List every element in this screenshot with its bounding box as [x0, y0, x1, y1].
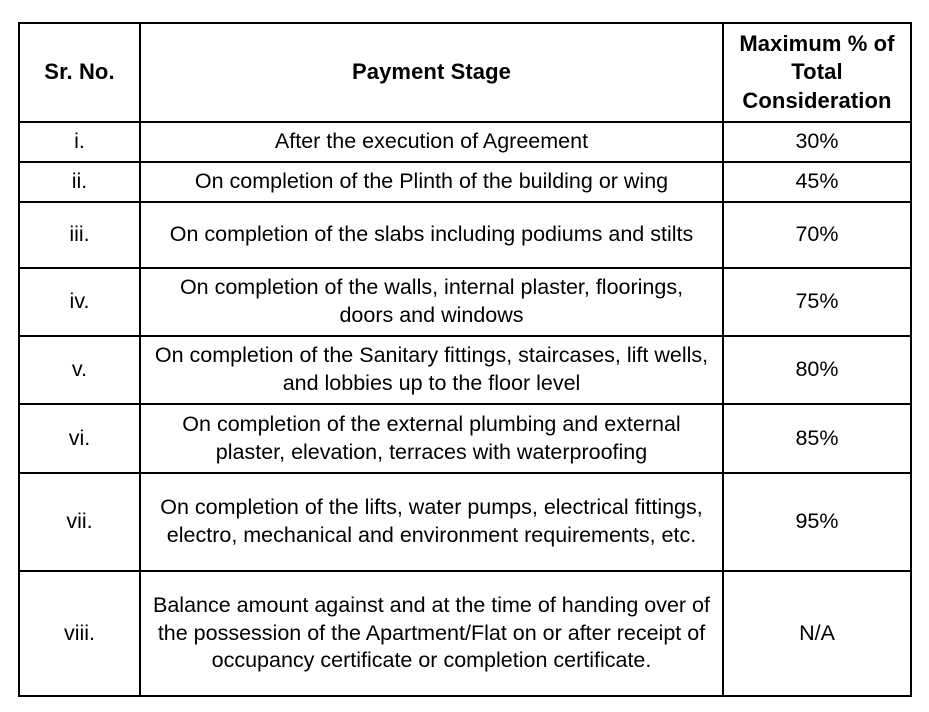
cell-max-percent: N/A	[723, 571, 911, 696]
column-header-max-percent-line3: Consideration	[742, 87, 892, 113]
cell-max-percent: 45%	[723, 162, 911, 202]
table-header	[19, 23, 911, 122]
cell-payment-stage: On completion of the Sanitary fittings, staircases, lift wells, and lobbies up to the floor level	[140, 336, 723, 404]
cell-max-percent: 80%	[723, 336, 911, 404]
cell-max-percent: 70%	[723, 202, 911, 268]
table-row	[19, 336, 911, 404]
column-header-sr-no: Sr. No.	[19, 23, 140, 122]
cell-payment-stage: On completion of the Plinth of the building or wing	[140, 162, 723, 202]
cell-sr-no: vi.	[19, 404, 140, 473]
cell-sr-no: ii.	[19, 162, 140, 202]
cell-payment-stage: On completion of the slabs including podiums and stilts	[140, 202, 723, 268]
column-header-max-percent-line1: Maximum % of	[739, 30, 895, 56]
table-row	[19, 162, 911, 202]
cell-payment-stage: On completion of the lifts, water pumps, electrical fittings, electro, mechanical and environment requirements, etc.	[140, 473, 723, 571]
cell-payment-stage: After the execution of Agreement	[140, 122, 723, 162]
table-row	[19, 571, 911, 696]
table-row	[19, 202, 911, 268]
cell-sr-no: i.	[19, 122, 140, 162]
column-header-max-percent	[723, 23, 911, 122]
cell-payment-stage: On completion of the external plumbing and external plaster, elevation, terraces with waterproofing	[140, 404, 723, 473]
cell-max-percent: 75%	[723, 268, 911, 336]
cell-max-percent: 30%	[723, 122, 911, 162]
table-row	[19, 404, 911, 473]
header-row	[19, 23, 911, 122]
column-header-payment-stage: Payment Stage	[140, 23, 723, 122]
cell-max-percent: 85%	[723, 404, 911, 473]
cell-sr-no: vii.	[19, 473, 140, 571]
cell-payment-stage: On completion of the walls, internal plaster, floorings, doors and windows	[140, 268, 723, 336]
cell-max-percent: 95%	[723, 473, 911, 571]
cell-sr-no: iv.	[19, 268, 140, 336]
cell-payment-stage: Balance amount against and at the time of handing over of the possession of the Apartment/Flat on or after receipt of occupancy certificate or completion certificate.	[140, 571, 723, 696]
table-row	[19, 122, 911, 162]
cell-sr-no: v.	[19, 336, 140, 404]
table-row	[19, 268, 911, 336]
payment-schedule-table	[18, 22, 912, 697]
cell-sr-no: iii.	[19, 202, 140, 268]
table-body	[19, 122, 911, 696]
column-header-max-percent-line2: Total	[791, 59, 843, 85]
table-row	[19, 473, 911, 571]
cell-sr-no: viii.	[19, 571, 140, 696]
